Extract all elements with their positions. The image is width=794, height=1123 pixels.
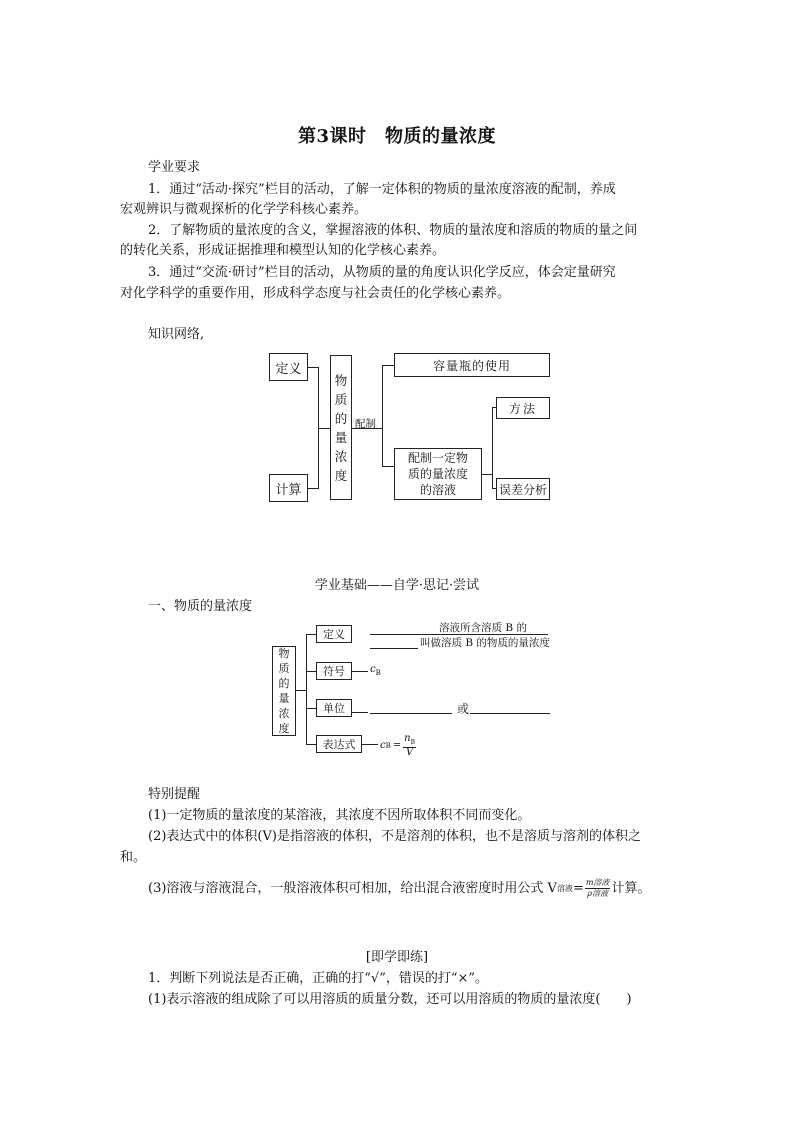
lesson-title: 第3课时 物质的量浓度 — [297, 126, 497, 147]
network-center-char: 量 — [334, 429, 348, 445]
network-definition-box: 定义 — [269, 353, 308, 381]
concept-center-char: 质 — [278, 662, 290, 675]
req-line-4: 的转化关系，形成证据推理和模型认知的化学核心素养。 — [120, 243, 446, 258]
note-1: (1)一定物质的量浓度的某溶液，其浓度不因所取体积不同而变化。 — [148, 808, 531, 823]
note-3-fraction: m溶液 ρ溶液 — [585, 878, 610, 898]
network-center-char: 度 — [334, 467, 348, 483]
network-center-char: 的 — [334, 410, 348, 426]
network-prepare-line: 的溶液 — [419, 483, 456, 497]
concept-center-char: 物 — [278, 647, 290, 660]
note-2a: (2)表达式中的体积(V)是指溶液的体积，不是溶剂的体积，也不是溶质与溶剂的体积之 — [148, 829, 641, 844]
note-3: (3)溶液与溶液混合，一般溶液体积可相加，给出混合液密度时用公式 V 溶液 = m溶液 ρ溶液 计算。 — [148, 878, 651, 898]
network-branch-label: 配制 — [355, 418, 376, 430]
notes-heading: 特别提醒 — [148, 787, 201, 802]
req-line-1: 1．通过“活动·探究”栏目的活动，了解一定体积的物质的量浓度溶液的配制，养成 — [148, 182, 616, 197]
symbol-box: 符号 — [316, 662, 352, 680]
network-error-box: 误差分析 — [496, 478, 550, 500]
concept-center-char: 的 — [278, 677, 290, 690]
req-line-6: 对化学科学的重要作用，形成科学态度与社会责任的化学核心素养。 — [120, 286, 511, 301]
expression-formula: c B = $\frac{n_B}{V}$ — [380, 733, 416, 758]
network-prepare-line: 质的量浓度 — [407, 467, 468, 481]
concept-center-char: 量 — [278, 692, 290, 705]
concept-center-char: 浓 — [278, 707, 290, 720]
req-line-5: 3．通过“交流·研讨”栏目的活动，从物质的量的角度认识化学反应，体会定量研究 — [148, 265, 616, 280]
practice-heading: [即学即练] — [365, 950, 429, 965]
definition-text-1: 溶液所含溶质 B 的 — [439, 622, 527, 634]
network-center-char: 质 — [334, 391, 348, 407]
note-2b: 和。 — [120, 850, 147, 865]
concept-center-char: 度 — [278, 722, 290, 735]
network-method-box: 方法 — [496, 397, 550, 419]
network-flask-box: 容量瓶的使用 — [394, 353, 550, 377]
definition-box: 定义 — [316, 625, 352, 643]
definition-text-2: 叫做溶质 B 的物质的量浓度 — [420, 637, 550, 649]
network-center-box — [330, 355, 352, 500]
practice-question-1: 1．判断下列说法是否正确，正确的打“√”，错误的打“×”。 — [148, 971, 489, 986]
req-line-3: 2．了解物质的量浓度的含义，掌握溶液的体积、物质的量浓度和溶质的物质的量之间 — [148, 223, 638, 238]
section-title: 学业基础——自学·思记·尝试 — [314, 578, 480, 593]
concept-center-box — [272, 646, 296, 736]
part1-heading: 一、物质的量浓度 — [148, 599, 253, 614]
req-line-2: 宏观辨识与微观探析的化学学科核心素养。 — [120, 202, 368, 217]
unit-or: 或 — [457, 702, 470, 716]
network-prepare-line: 配制一定物 — [407, 451, 468, 465]
expression-box: 表达式 — [316, 735, 362, 753]
requirements-heading: 学业要求 — [148, 160, 201, 175]
network-calculation-box: 计算 — [269, 474, 308, 502]
unit-box: 单位 — [316, 699, 352, 717]
network-prepare-box — [394, 448, 482, 500]
network-center-char: 物 — [334, 372, 348, 388]
symbol-value: $c_B$ — [370, 664, 381, 677]
practice-question-1-1: (1)表示溶液的组成除了可以用溶质的质量分数，还可以用溶质的物质的量浓度( ) — [148, 992, 632, 1007]
expression-fraction: $\frac{n_B}{V}$ — [404, 733, 416, 758]
network-center-char: 浓 — [334, 448, 348, 464]
network-heading: 知识网络, — [148, 327, 205, 342]
